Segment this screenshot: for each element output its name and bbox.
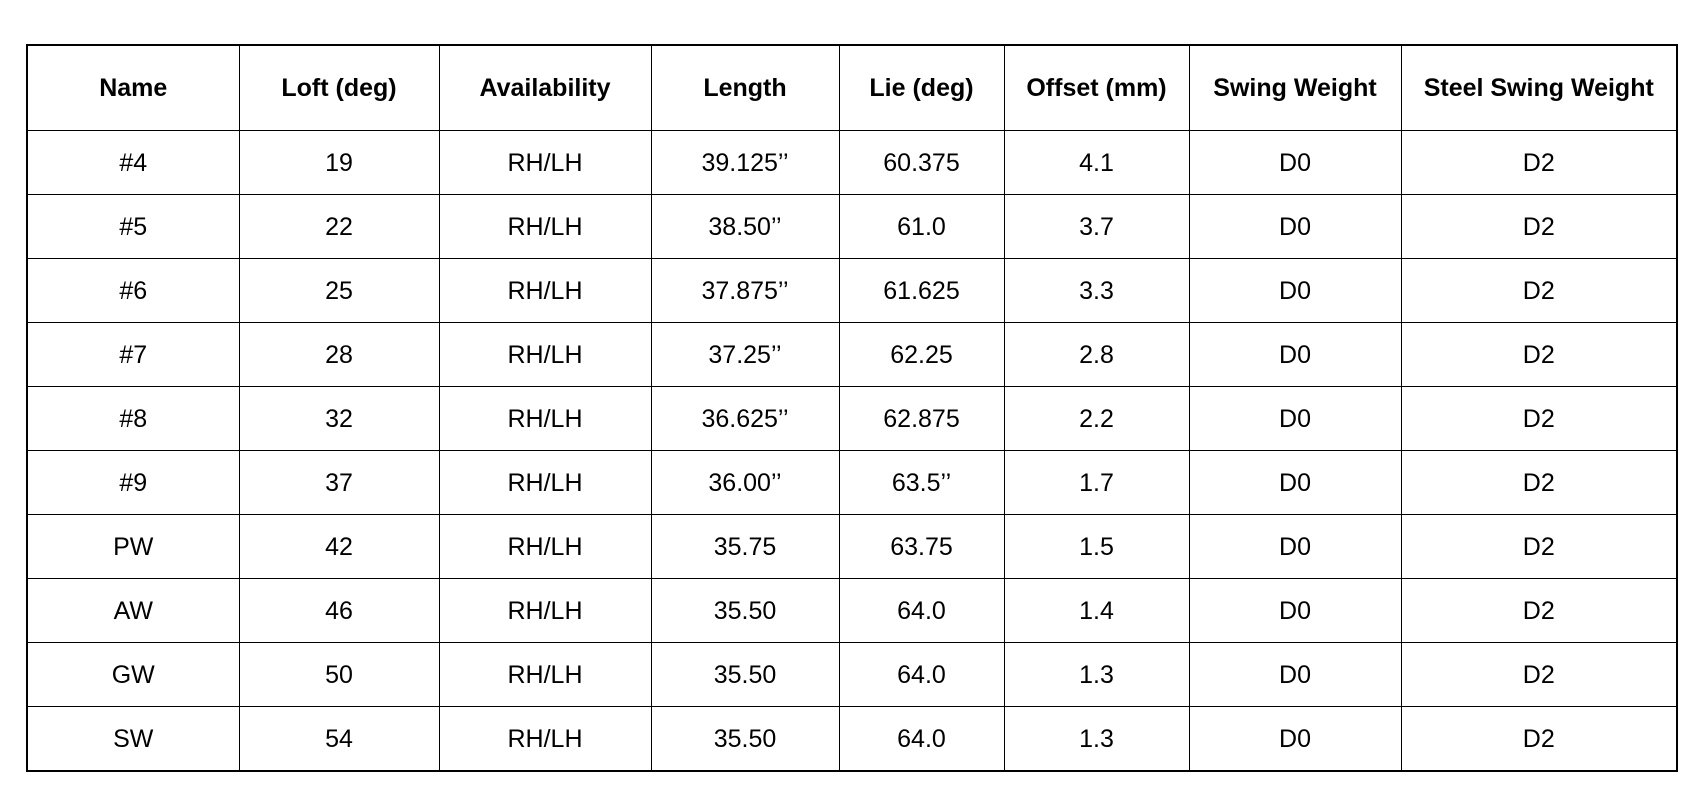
- cell-availability: RH/LH: [439, 643, 651, 707]
- table-row: [27, 259, 1677, 323]
- cell-lie: 61.625: [839, 259, 1004, 323]
- cell-lie: 63.75: [839, 515, 1004, 579]
- column-header-steel-swing-weight: Steel Swing Weight: [1401, 45, 1677, 131]
- cell-offset: 2.8: [1004, 323, 1189, 387]
- table-row: [27, 323, 1677, 387]
- cell-swing-weight: D0: [1189, 195, 1401, 259]
- table-row: [27, 131, 1677, 195]
- cell-lie: 64.0: [839, 643, 1004, 707]
- cell-steel-swing-weight: D2: [1401, 579, 1677, 643]
- cell-availability: RH/LH: [439, 707, 651, 772]
- cell-loft: 54: [239, 707, 439, 772]
- cell-offset: 3.7: [1004, 195, 1189, 259]
- table-row: [27, 387, 1677, 451]
- cell-length: 36.625’’: [651, 387, 839, 451]
- cell-loft: 32: [239, 387, 439, 451]
- cell-availability: RH/LH: [439, 259, 651, 323]
- cell-lie: 60.375: [839, 131, 1004, 195]
- cell-name: #4: [27, 131, 239, 195]
- cell-loft: 46: [239, 579, 439, 643]
- cell-availability: RH/LH: [439, 131, 651, 195]
- column-header-swing-weight: Swing Weight: [1189, 45, 1401, 131]
- cell-name: GW: [27, 643, 239, 707]
- column-header-loft: Loft (deg): [239, 45, 439, 131]
- table-row: [27, 579, 1677, 643]
- cell-steel-swing-weight: D2: [1401, 195, 1677, 259]
- cell-swing-weight: D0: [1189, 259, 1401, 323]
- column-header-name: Name: [27, 45, 239, 131]
- column-header-offset: Offset (mm): [1004, 45, 1189, 131]
- cell-lie: 64.0: [839, 579, 1004, 643]
- cell-swing-weight: D0: [1189, 579, 1401, 643]
- cell-name: AW: [27, 579, 239, 643]
- column-header-length: Length: [651, 45, 839, 131]
- cell-offset: 1.5: [1004, 515, 1189, 579]
- cell-offset: 1.4: [1004, 579, 1189, 643]
- cell-steel-swing-weight: D2: [1401, 387, 1677, 451]
- cell-steel-swing-weight: D2: [1401, 259, 1677, 323]
- cell-swing-weight: D0: [1189, 131, 1401, 195]
- cell-length: 39.125’’: [651, 131, 839, 195]
- cell-offset: 4.1: [1004, 131, 1189, 195]
- cell-length: 37.25’’: [651, 323, 839, 387]
- cell-name: SW: [27, 707, 239, 772]
- cell-length: 37.875’’: [651, 259, 839, 323]
- cell-availability: RH/LH: [439, 451, 651, 515]
- table-row: [27, 515, 1677, 579]
- cell-loft: 22: [239, 195, 439, 259]
- cell-lie: 61.0: [839, 195, 1004, 259]
- cell-name: #6: [27, 259, 239, 323]
- cell-availability: RH/LH: [439, 579, 651, 643]
- cell-loft: 37: [239, 451, 439, 515]
- cell-offset: 1.3: [1004, 643, 1189, 707]
- cell-availability: RH/LH: [439, 323, 651, 387]
- cell-length: 38.50’’: [651, 195, 839, 259]
- club-specifications-table: [26, 44, 1678, 772]
- cell-lie: 62.25: [839, 323, 1004, 387]
- cell-name: #9: [27, 451, 239, 515]
- cell-swing-weight: D0: [1189, 387, 1401, 451]
- cell-swing-weight: D0: [1189, 451, 1401, 515]
- cell-offset: 1.3: [1004, 707, 1189, 772]
- table-row: [27, 643, 1677, 707]
- cell-length: 35.50: [651, 643, 839, 707]
- cell-swing-weight: D0: [1189, 515, 1401, 579]
- table-row: [27, 195, 1677, 259]
- cell-lie: 64.0: [839, 707, 1004, 772]
- cell-length: 35.50: [651, 579, 839, 643]
- cell-lie: 62.875: [839, 387, 1004, 451]
- cell-lie: 63.5’’: [839, 451, 1004, 515]
- cell-length: 35.75: [651, 515, 839, 579]
- cell-loft: 28: [239, 323, 439, 387]
- table-row: [27, 707, 1677, 772]
- table-header-row: [27, 45, 1677, 131]
- cell-steel-swing-weight: D2: [1401, 131, 1677, 195]
- cell-steel-swing-weight: D2: [1401, 323, 1677, 387]
- cell-loft: 19: [239, 131, 439, 195]
- cell-offset: 3.3: [1004, 259, 1189, 323]
- column-header-availability: Availability: [439, 45, 651, 131]
- table-body: [27, 131, 1677, 772]
- cell-loft: 25: [239, 259, 439, 323]
- cell-steel-swing-weight: D2: [1401, 643, 1677, 707]
- cell-name: #7: [27, 323, 239, 387]
- cell-steel-swing-weight: D2: [1401, 707, 1677, 772]
- cell-availability: RH/LH: [439, 387, 651, 451]
- cell-loft: 42: [239, 515, 439, 579]
- cell-offset: 1.7: [1004, 451, 1189, 515]
- cell-availability: RH/LH: [439, 515, 651, 579]
- cell-steel-swing-weight: D2: [1401, 515, 1677, 579]
- column-header-lie: Lie (deg): [839, 45, 1004, 131]
- table-row: [27, 451, 1677, 515]
- cell-swing-weight: D0: [1189, 707, 1401, 772]
- table-header: [27, 45, 1677, 131]
- cell-offset: 2.2: [1004, 387, 1189, 451]
- cell-swing-weight: D0: [1189, 643, 1401, 707]
- cell-steel-swing-weight: D2: [1401, 451, 1677, 515]
- cell-name: #5: [27, 195, 239, 259]
- cell-loft: 50: [239, 643, 439, 707]
- cell-length: 36.00’’: [651, 451, 839, 515]
- cell-swing-weight: D0: [1189, 323, 1401, 387]
- cell-length: 35.50: [651, 707, 839, 772]
- cell-availability: RH/LH: [439, 195, 651, 259]
- cell-name: PW: [27, 515, 239, 579]
- cell-name: #8: [27, 387, 239, 451]
